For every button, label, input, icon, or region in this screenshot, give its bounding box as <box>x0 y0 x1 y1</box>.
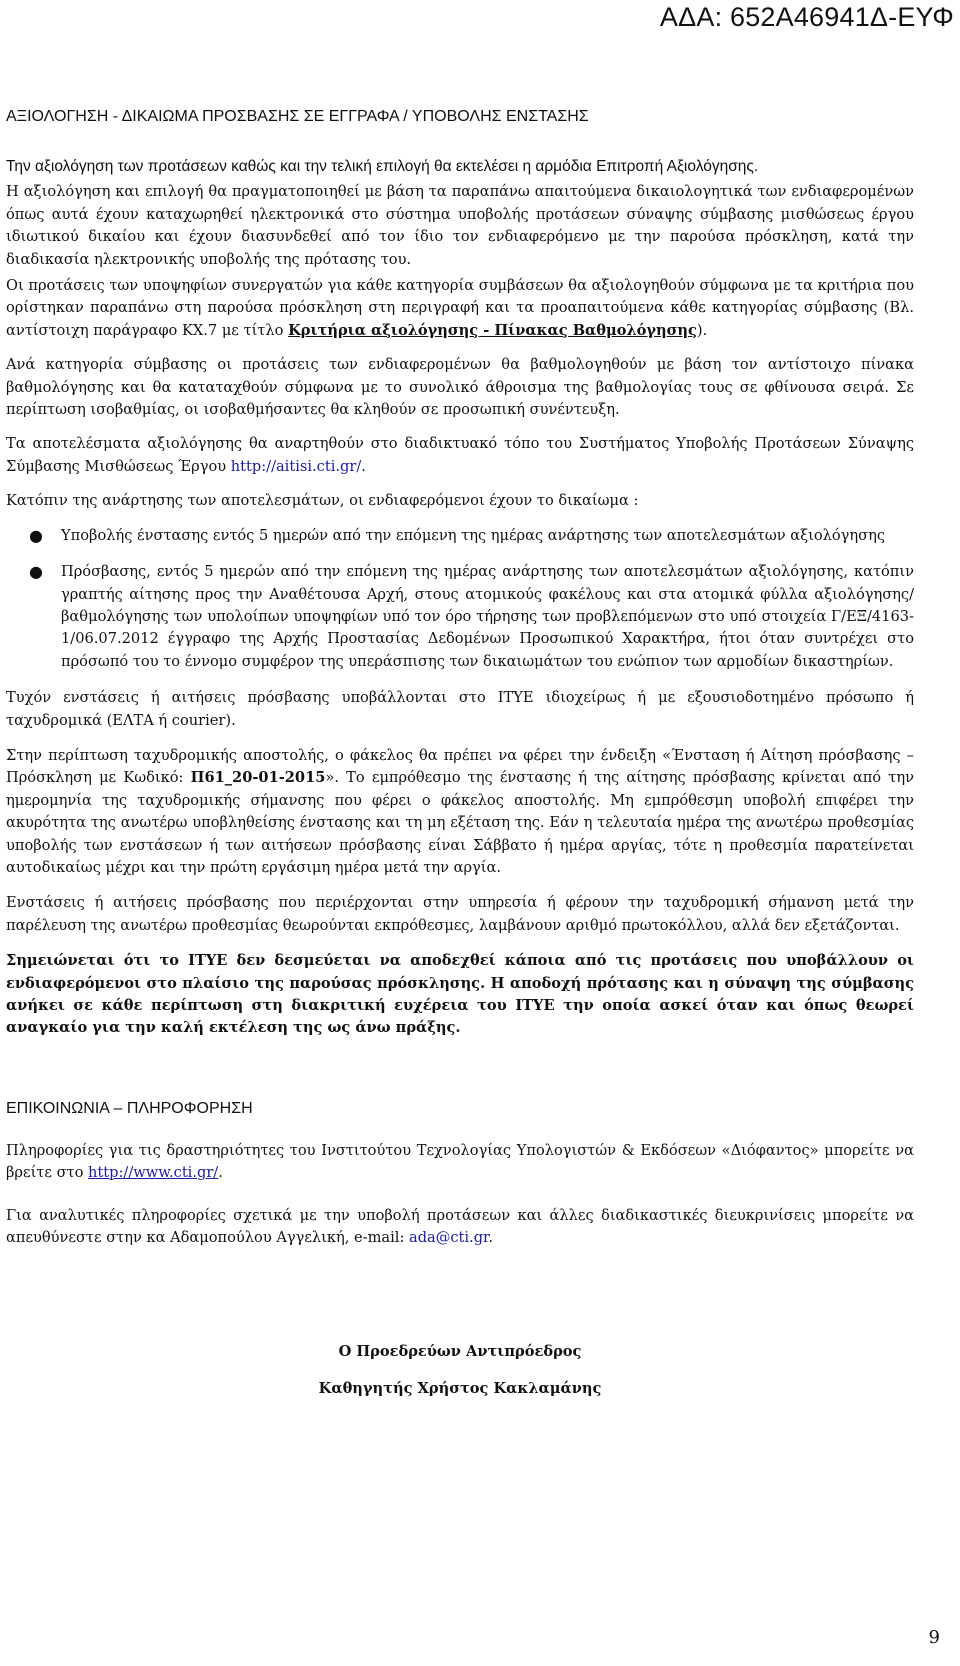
paragraph-results <box>6 433 914 478</box>
signature-title: Ο Προεδρεύων Αντιπρόεδρος <box>338 1343 582 1361</box>
cti-link[interactable]: http://www.cti.gr/ <box>88 1164 219 1182</box>
rights-list <box>6 525 914 673</box>
paragraph-postal <box>6 745 914 879</box>
paragraph-contact <box>6 1205 914 1250</box>
paragraph-committee: Την αξιολόγηση των προτάσεων καθώς και την τελική επιλογή θα εκτελέσει η αρμόδια Επιτροπή Αξιολόγησης. <box>6 158 759 175</box>
paragraph-criteria-text: Οι προτάσεις των υποψηφίων συνεργατών για κάθε κατηγορία συμβάσεων θα αξιολογηθούν σύμφωνα με τα κριτήρια που ορίστηκαν παραπάνω στη παρούσα πρόσκληση στη περιγραφή και τα προαπαιτούμενα κάθε κατηγορίας σύμβασης (Βλ. αντίστοιχη παράγραφο ΚΧ.7 με τίτλο <box>6 277 914 339</box>
list-item-text: Πρόσβασης, εντός 5 ημερών από την επόμενη της ημέρας ανάρτησης των αποτελεσμάτων αξιολόγησης, κατόπιν γραπτής αίτησης προς την Αναθέτουσα Αρχή, στους ατομικούς φακέλους και στα ατομικά φύλλα αξιολόγησης/βαθμολόγησης των υπολοίπων υποψηφίων υπό τον όρο τήρησης των προβλεπόμενων στο υπό στοιχεία Γ/ΕΞ/4163-1/06.07.2012 έγγραφο της Αρχής Προστασίας Δεδομένων Προσωπικού Χαρακτήρα, ήτοι όταν συντρέχει στο πρόσωπό του το έννομο συμφέρον της υπεράσπισης των δικαιωμάτων του ενώπιον των αρμοδίων δικαστηρίων. <box>61 563 914 670</box>
paragraph-results-end: . <box>361 457 366 475</box>
paragraph-info <box>6 1140 914 1185</box>
paragraph-postal-text: Στην περίπτωση ταχυδρομικής αποστολής, ο φάκελος θα πρέπει να φέρει την ένδειξη «Ένσταση ή Αίτηση πρόσβασης – Πρόσκληση με Κωδικό: <box>6 746 914 787</box>
ada-code: ΑΔΑ: 652Α46941Δ-ΕΥΦ <box>659 2 954 32</box>
aitisi-link[interactable]: http://aitisi.cti.gr/ <box>230 457 362 475</box>
bullet-icon: ● <box>29 525 43 545</box>
bullet-icon: ● <box>29 562 43 582</box>
document-body <box>6 106 914 1400</box>
paragraph-criteria-end: ). <box>696 321 708 339</box>
paragraph-info-text: Πληροφορίες για τις δραστηριότητες του Ινστιτούτου Τεχνολογίας Υπολογιστών & Εκδόσεων «Διόφαντος» μπορείτε να βρείτε στο <box>6 1141 914 1182</box>
paragraph-ranking: Ανά κατηγορία σύμβασης οι προτάσεις των ενδιαφερομένων θα βαθμολογηθούν με βάση τον αντίστοιχο πίνακα βαθμολόγησης και θα καταταχθούν σύμφωνα με το συνολικό άθροισμα της βαθμολογίας τους σε φθίνουσα σειρά. Σε περίπτωση ισοβαθμίας, οι ισοβαθμήσαντες θα κληθούν σε προσωπική συνέντευξη. <box>6 356 914 419</box>
section-title-contact: ΕΠΙΚΟΙΝΩΝΙΑ – ΠΛΗΡΟΦΟΡΗΣΗ <box>6 1099 253 1117</box>
invitation-code: Π61_20-01-2015 <box>190 769 326 787</box>
paragraph-rights-intro: Κατόπιν της ανάρτησης των αποτελεσμάτων, οι ενδιαφερόμενοι έχουν το δικαίωμα : <box>6 492 639 510</box>
list-item <box>6 561 914 673</box>
paragraph-contact-end: . <box>488 1229 494 1247</box>
paragraph-submission: Τυχόν ενστάσεις ή αιτήσεις πρόσβασης υποβάλλονται στο ΙΤΥΕ ιδιοχείρως ή με εξουσιοδοτημένο πρόσωπο ή ταχυδρομικά (ΕΛΤΑ ή courier). <box>6 689 914 729</box>
page-number: 9 <box>928 1627 940 1648</box>
list-item <box>6 525 914 547</box>
paragraph-notice: Σημειώνεται ότι το ΙΤΥΕ δεν δεσμεύεται να αποδεχθεί κάποια από τις προτάσεις που υποβάλλουν οι ενδιαφερόμενοι στο πλαίσιο της παρούσας πρόσκλησης. Η αποδοχή πρότασης και η σύναψη της σύμβασης ανήκει σε κάθε περίπτωση στη διακριτική ευχέρεια του ΙΤΥΕ την οποία ασκεί όταν και όπως θεωρεί αναγκαίο για την καλή εκτέλεση της ως άνω πράξης. <box>6 952 914 1037</box>
email-link[interactable]: ada@cti.gr <box>409 1229 489 1247</box>
list-item-text: Υποβολής ένστασης εντός 5 ημερών από την επόμενη της ημέρας ανάρτησης των αποτελεσμάτων αξιολόγησης <box>61 526 886 544</box>
criteria-reference: Κριτήρια αξιολόγησης - Πίνακας Βαθμολόγησης <box>288 321 697 339</box>
paragraph-evaluation-basis: Η αξιολόγηση και επιλογή θα πραγματοποιηθεί με βάση τα παραπάνω απαιτούμενα δικαιολογητικά των ενδιαφερομένων όπως αυτά έχουν καταχωρηθεί ηλεκτρονικά στο σύστημα υποβολής προτάσεων σύναψης σύμβασης μισθώσεως έργου ιδιωτικού δικαίου και έχουν διασυνδεθεί από τον ίδιο τον ενδιαφερόμενο με την παρούσα πρόσκληση, κατά την διαδικασία ηλεκτρονικής υποβολής της πρότασης του. <box>6 183 914 268</box>
paragraph-criteria <box>6 275 914 342</box>
section-title-evaluation: ΑΞΙΟΛΟΓΗΣΗ - ΔΙΚΑΙΩΜΑ ΠΡΟΣΒΑΣΗΣ ΣΕ ΕΓΓΡΑΦΑ / ΥΠΟΒΟΛΗΣ ΕΝΣΤΑΣΗΣ <box>6 108 589 125</box>
paragraph-contact-text: Για αναλυτικές πληροφορίες σχετικά με την υποβολή προτάσεων και άλλες διαδικαστικές διευκρινίσεις μπορείτε να απευθύνεστε στην κα Αδαμοπούλου Αγγελική, e-mail: <box>6 1206 914 1247</box>
paragraph-results-text: Τα αποτελέσματα αξιολόγησης θα αναρτηθούν στο διαδικτυακό τόπο του Συστήματος Υποβολής Προτάσεων Σύναψης Σύμβασης Μισθώσεως Έργου <box>6 435 914 475</box>
paragraph-postal-end: ». Το εμπρόθεσμο της ένστασης ή της αίτησης πρόσβασης κρίνεται από την ημερομηνία της ταχυδρομικής σήμανσης που φέρει ο φάκελος αποστολής. Μη εμπρόθεσμη υποβολή επιφέρει την ακυρότητα της ανωτέρω υποβληθείσης ένστασης και τη μη εξέταση της. Εάν η τελευταία ημέρα της ανωτέρω προθεσμίας υποβολής των ενστάσεων ή των αιτήσεων πρόσβασης είναι Σάββατο ή ημέρα αργίας, τότε η προθεσμία παρατείνεται αυτοδικαίως μέχρι και την πρώτη εργάσιμη ημέρα μετά την αργία. <box>6 769 914 876</box>
paragraph-late-objections: Ενστάσεις ή αιτήσεις πρόσβασης που περιέρχονται στην υπηρεσία ή φέρουν την ταχυδρομική σήμανση μετά την παρέλευση της ανωτέρω προθεσμίας θεωρούνται εκπρόθεσμες, λαμβάνουν αριθμό πρωτοκόλλου, αλλά δεν εξετάζονται. <box>6 894 914 934</box>
paragraph-info-end: . <box>218 1164 223 1182</box>
signature-name: Καθηγητής Χρήστος Κακλαμάνης <box>318 1379 602 1397</box>
